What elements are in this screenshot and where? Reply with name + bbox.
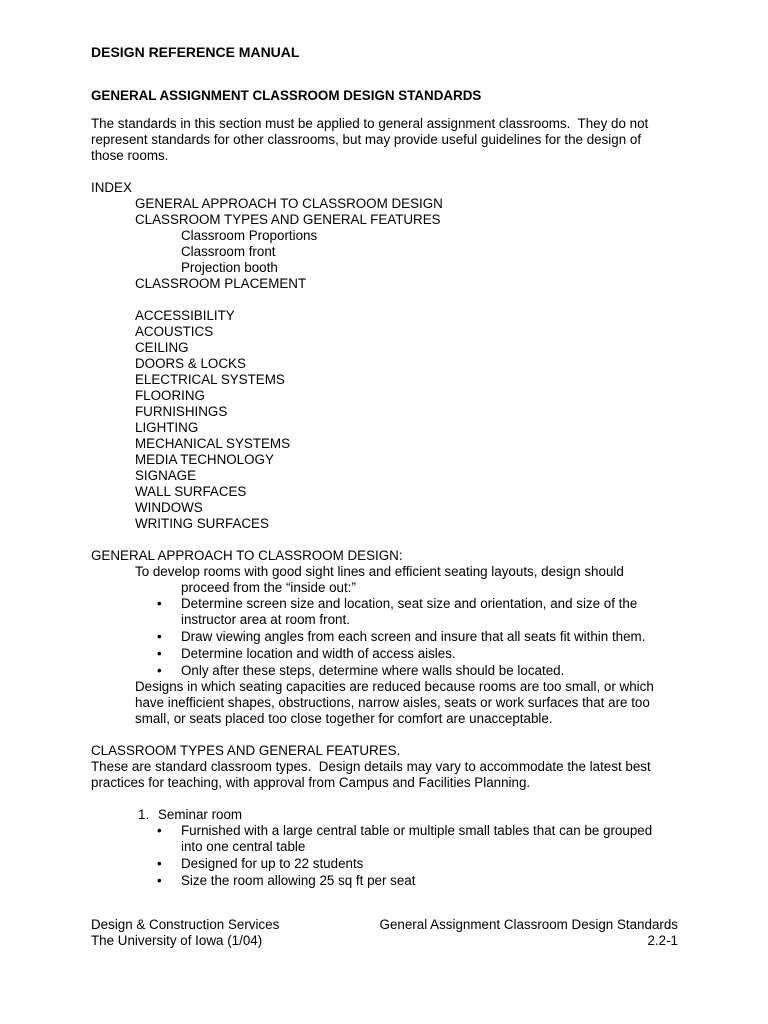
footer-document-title: General Assignment Classroom Design Standards bbox=[379, 917, 678, 932]
numbered-item bbox=[91, 807, 691, 823]
types-section bbox=[91, 743, 691, 889]
index-topic: DOORS & LOCKS bbox=[135, 356, 246, 371]
index-topic: SIGNAGE bbox=[135, 468, 197, 483]
index-topic: WRITING SURFACES bbox=[135, 516, 269, 531]
document-body bbox=[91, 44, 691, 889]
index-topic: ACCESSIBILITY bbox=[135, 308, 235, 323]
index-topic: ELECTRICAL SYSTEMS bbox=[135, 372, 285, 387]
bullet-marker: • bbox=[157, 856, 162, 871]
bullet-item bbox=[91, 596, 691, 628]
index-item: GENERAL APPROACH TO CLASSROOM DESIGN bbox=[135, 196, 443, 211]
types-heading: CLASSROOM TYPES AND GENERAL FEATURES. bbox=[91, 743, 401, 758]
bullet-text: into one central table bbox=[181, 839, 306, 854]
bullet-text: instructor area at room front. bbox=[181, 612, 350, 627]
bullet-text: Draw viewing angles from each screen and insure that all seats fit within them. bbox=[181, 629, 646, 644]
bullet-text: Determine screen size and location, seat size and orientation, and size of the bbox=[181, 596, 638, 611]
section-title: GENERAL ASSIGNMENT CLASSROOM DESIGN STANDARDS bbox=[91, 88, 482, 103]
index-topic: MECHANICAL SYSTEMS bbox=[135, 436, 291, 451]
index-topic: MEDIA TECHNOLOGY bbox=[135, 452, 274, 467]
bullet-text: Only after these steps, determine where walls should be located. bbox=[181, 663, 565, 678]
page-number: 2.2-1 bbox=[647, 933, 678, 948]
approach-section bbox=[91, 548, 691, 727]
item-number: 1. bbox=[138, 807, 150, 822]
approach-lead: To develop rooms with good sight lines and efficient seating layouts, design should bbox=[135, 564, 624, 579]
index-topic: CEILING bbox=[135, 340, 189, 355]
approach-closing: small, or seats placed too close together for comfort are unacceptable. bbox=[135, 711, 553, 726]
approach-lead: proceed from the “inside out:” bbox=[181, 580, 356, 595]
bullet-text: Size the room allowing 25 sq ft per seat bbox=[181, 873, 416, 888]
index-topic: WALL SURFACES bbox=[135, 484, 247, 499]
intro-paragraph bbox=[91, 116, 691, 164]
bullet-marker: • bbox=[157, 823, 162, 838]
bullet-text: Furnished with a large central table or multiple small tables that can be grouped bbox=[181, 823, 653, 838]
approach-closing: have inefficient shapes, obstructions, narrow aisles, seats or work surfaces that are too bbox=[135, 695, 650, 710]
bullet-item bbox=[91, 663, 691, 679]
bullet-item bbox=[91, 873, 691, 889]
footer-department: Design & Construction Services bbox=[91, 917, 280, 932]
index-topic: FLOORING bbox=[135, 388, 205, 403]
bullet-item bbox=[91, 856, 691, 872]
bullet-item bbox=[91, 629, 691, 645]
bullet-marker: • bbox=[157, 873, 162, 888]
bullet-text: Determine location and width of access aisles. bbox=[181, 646, 456, 661]
approach-closing: Designs in which seating capacities are reduced because rooms are too small, or which bbox=[135, 679, 654, 694]
intro-line: The standards in this section must be applied to general assignment classrooms. They do not bbox=[91, 116, 649, 131]
types-intro: These are standard classroom types. Design details may vary to accommodate the latest best bbox=[91, 759, 651, 774]
intro-line: those rooms. bbox=[91, 148, 169, 163]
index-item: CLASSROOM PLACEMENT bbox=[135, 276, 307, 291]
bullet-item bbox=[91, 646, 691, 662]
index-subitem: Projection booth bbox=[181, 260, 278, 275]
bullet-marker: • bbox=[157, 663, 162, 678]
bullet-item bbox=[91, 823, 691, 855]
index-item: CLASSROOM TYPES AND GENERAL FEATURES bbox=[135, 212, 441, 227]
bullet-marker: • bbox=[157, 646, 162, 661]
index-subitem: Classroom front bbox=[181, 244, 276, 259]
index-topic: ACOUSTICS bbox=[135, 324, 214, 339]
index-label: INDEX bbox=[91, 180, 132, 195]
index-subitem: Classroom Proportions bbox=[181, 228, 318, 243]
index-section bbox=[91, 180, 691, 532]
bullet-marker: • bbox=[157, 629, 162, 644]
item-title: Seminar room bbox=[158, 807, 243, 822]
bullet-text: Designed for up to 22 students bbox=[181, 856, 364, 871]
types-intro: practices for teaching, with approval from Campus and Facilities Planning. bbox=[91, 775, 531, 790]
index-topic: WINDOWS bbox=[135, 500, 203, 515]
manual-title: DESIGN REFERENCE MANUAL bbox=[91, 44, 300, 60]
bullet-marker: • bbox=[157, 596, 162, 611]
index-topic: FURNISHINGS bbox=[135, 404, 228, 419]
page-footer bbox=[91, 917, 678, 949]
footer-institution: The University of Iowa (1/04) bbox=[91, 933, 263, 948]
index-topic: LIGHTING bbox=[135, 420, 199, 435]
intro-line: represent standards for other classrooms, but may provide useful guidelines for the design of bbox=[91, 132, 642, 147]
approach-heading: GENERAL APPROACH TO CLASSROOM DESIGN: bbox=[91, 548, 403, 563]
